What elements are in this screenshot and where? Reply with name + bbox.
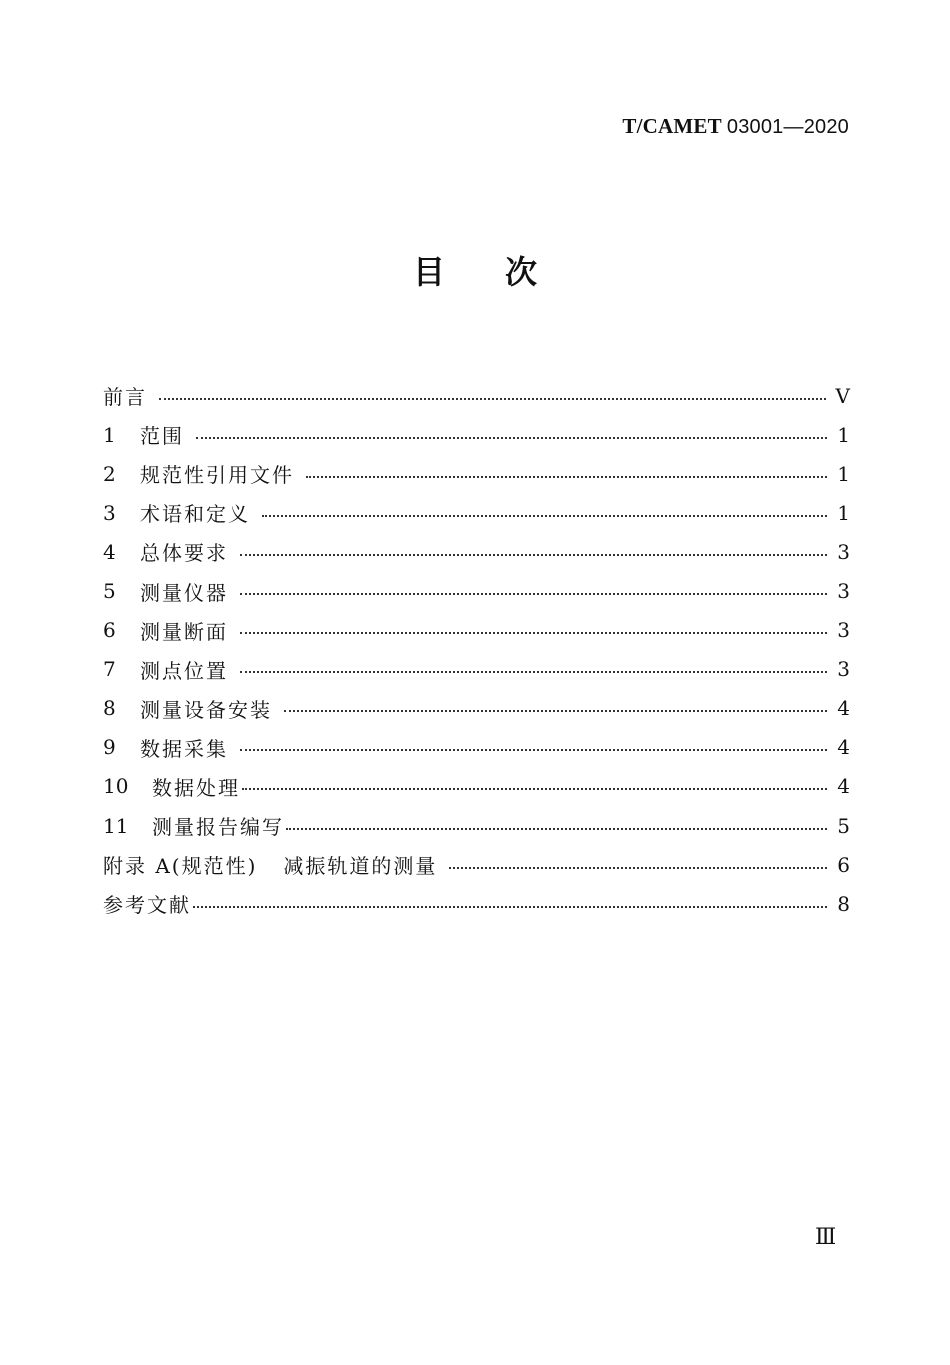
toc-entry-page: 4	[837, 696, 850, 721]
toc-entry-number: 10	[103, 774, 129, 799]
toc-leader-dots	[242, 788, 827, 790]
toc-entry-heading	[103, 850, 437, 879]
toc-entry-heading	[103, 459, 294, 488]
toc-entry-terms[interactable]	[103, 493, 850, 532]
toc-entry-number: 6	[103, 618, 116, 643]
toc-entry-sections[interactable]	[103, 611, 850, 650]
toc-entry-page: 1	[837, 500, 850, 525]
toc-entry-page: 4	[837, 774, 850, 799]
toc-entry-annex-title: 减振轨道的测量	[283, 854, 438, 879]
toc-entry-page: 3	[837, 657, 850, 682]
toc-entry-general-requirements[interactable]	[103, 532, 850, 571]
toc-entry-heading	[103, 498, 250, 527]
toc-entry-label: 测量设备安装	[140, 697, 272, 722]
toc-entry-heading	[103, 655, 228, 684]
toc-entry-data-processing[interactable]	[103, 767, 850, 806]
title-part-2: 次	[505, 253, 538, 291]
toc-entry-report-writing[interactable]	[103, 806, 850, 845]
toc-entry-data-acquisition[interactable]	[103, 728, 850, 767]
toc-entry-label: 数据处理	[152, 775, 240, 800]
toc-entry-number: 5	[103, 579, 116, 604]
toc-entry-number: 11	[103, 813, 129, 838]
page-title	[0, 247, 950, 293]
toc-entry-number: 8	[103, 696, 116, 721]
toc-entry-label: 参考文献	[103, 893, 191, 918]
toc-entry-label: 总体要求	[140, 541, 228, 566]
toc-entry-heading	[103, 811, 284, 840]
toc-entry-foreword[interactable]	[103, 376, 850, 415]
toc-entry-heading	[103, 537, 228, 566]
toc-entry-label: 附录 A(规范性)	[103, 854, 258, 879]
toc-entry-label: 数据采集	[140, 736, 228, 761]
toc-entry-heading	[103, 694, 272, 723]
toc-entry-page: 5	[837, 813, 850, 838]
toc-entry-label: 术语和定义	[140, 502, 250, 527]
toc-entry-heading	[103, 733, 228, 762]
standard-code	[622, 114, 849, 139]
toc-entry-label: 测点位置	[140, 658, 228, 683]
toc-leader-dots	[240, 554, 827, 556]
toc-leader-dots	[286, 828, 827, 830]
table-of-contents	[103, 376, 850, 923]
toc-entry-page: 1	[837, 422, 850, 447]
toc-entry-page: 1	[837, 461, 850, 486]
toc-entry-page: 6	[837, 852, 850, 877]
toc-entry-number: 7	[103, 657, 116, 682]
toc-entry-label: 测量报告编写	[152, 815, 284, 840]
toc-leader-dots	[240, 593, 827, 595]
toc-entry-heading	[103, 772, 240, 801]
toc-leader-dots	[240, 749, 827, 751]
toc-entry-equipment-installation[interactable]	[103, 689, 850, 728]
toc-entry-page: 3	[837, 579, 850, 604]
toc-entry-label: 测量仪器	[140, 580, 228, 605]
toc-entry-number: 1	[103, 422, 116, 447]
standard-code-prefix: T/CAMET	[622, 114, 722, 138]
toc-entry-number: 9	[103, 735, 116, 760]
toc-entry-page: V	[835, 383, 850, 408]
toc-entry-page: 8	[837, 891, 850, 916]
toc-entry-page: 4	[837, 735, 850, 760]
toc-leader-dots	[240, 632, 827, 634]
toc-entry-label: 前言	[103, 385, 147, 410]
standard-code-number: 03001—2020	[726, 116, 849, 138]
toc-leader-dots	[262, 515, 827, 517]
toc-entry-label: 规范性引用文件	[140, 463, 294, 488]
toc-entry-heading	[103, 420, 184, 449]
toc-leader-dots	[240, 671, 827, 673]
toc-entry-instruments[interactable]	[103, 571, 850, 610]
toc-leader-dots	[306, 476, 827, 478]
toc-entry-page: 3	[837, 539, 850, 564]
toc-entry-annex-a[interactable]	[103, 845, 850, 884]
toc-entry-page: 3	[837, 618, 850, 643]
toc-entry-label: 测量断面	[140, 619, 228, 644]
page-number: Ⅲ	[815, 1225, 837, 1250]
toc-leader-dots	[159, 398, 826, 400]
toc-leader-dots	[196, 437, 827, 439]
toc-entry-scope[interactable]	[103, 415, 850, 454]
title-part-1: 目	[412, 253, 445, 291]
toc-leader-dots	[284, 710, 827, 712]
toc-entry-label: 范围	[140, 424, 184, 449]
toc-entry-heading	[103, 616, 228, 645]
toc-leader-dots	[193, 906, 827, 908]
toc-entry-normative-references[interactable]	[103, 454, 850, 493]
toc-entry-number: 2	[103, 461, 116, 486]
toc-entry-bibliography[interactable]	[103, 884, 850, 923]
toc-entry-point-positions[interactable]	[103, 650, 850, 689]
toc-entry-number: 3	[103, 500, 116, 525]
toc-entry-heading	[103, 577, 228, 606]
toc-leader-dots	[449, 867, 827, 869]
toc-entry-number: 4	[103, 539, 116, 564]
